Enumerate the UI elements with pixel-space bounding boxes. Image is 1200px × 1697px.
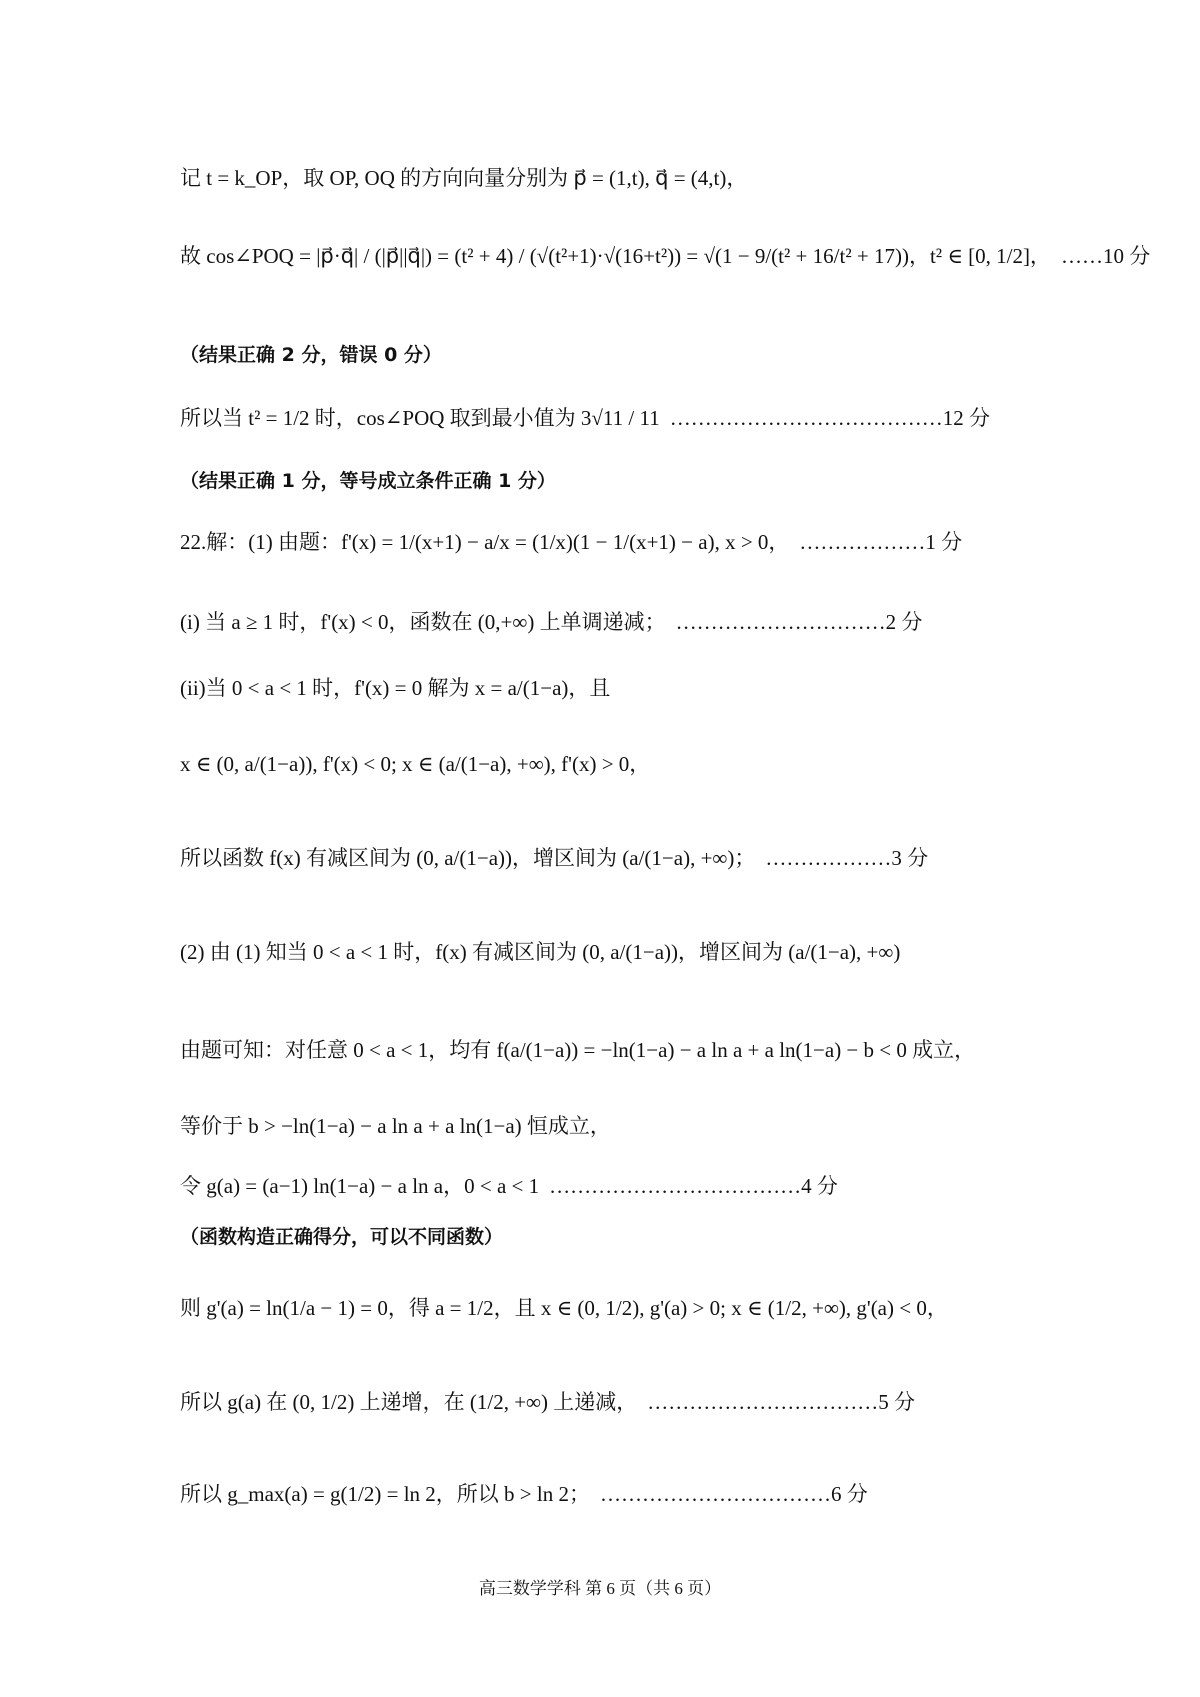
text-line-1 (180, 162, 747, 192)
text-line-11 (180, 936, 900, 966)
points-annotation: ………………………………4 分 (549, 1174, 838, 1198)
grading-note-3 (180, 1222, 503, 1249)
text-line-10 (180, 842, 928, 872)
line-text: （结果正确 2 分，错误 0 分） (180, 344, 442, 366)
points-annotation: ……………………………5 分 (647, 1390, 916, 1414)
text-line-4 (180, 402, 990, 432)
grading-note-1 (180, 340, 442, 367)
text-line-8 (180, 672, 610, 702)
points-annotation: ………………1 分 (799, 530, 963, 554)
line-text: （函数构造正确得分，可以不同函数） (180, 1226, 504, 1248)
line-text: 记 t = k_OP，取 OP, OQ 的方向向量分别为 p⃗ = (1,t), q⃗ = (4,t)， (180, 166, 748, 190)
page-footer: 高三数学学科 第 6 页（共 6 页） (478, 1579, 722, 1598)
grading-note-2 (180, 466, 556, 493)
text-line-14 (180, 1170, 838, 1200)
text-line-17 (180, 1386, 915, 1416)
line-text: (ii)当 0 < a < 1 时，f'(x) = 0 解为 x = a/(1−a)，且 (180, 676, 611, 700)
points-annotation: …………………………………12 分 (669, 406, 990, 430)
line-text: 则 g'(a) = ln(1/a − 1) = 0，得 a = 1/2，且 x ∈ (0, 1/2), g'(a) > 0; x ∈ (1/2, +∞), g'(a) < 0， (180, 1296, 948, 1320)
text-line-18 (180, 1478, 868, 1508)
text-line-12 (180, 1034, 975, 1064)
line-text: （结果正确 1 分，等号成立条件正确 1 分） (180, 470, 556, 492)
points-annotation: ……………………………6 分 (599, 1482, 868, 1506)
line-text: 所以函数 f(x) 有减区间为 (0, a/(1−a))，增区间为 (a/(1−a), +∞)； (180, 846, 756, 870)
line-text: 所以 g_max(a) = g(1/2) = ln 2，所以 b > ln 2； (180, 1482, 590, 1506)
points-annotation: …………………………2 分 (675, 610, 923, 634)
text-line-6 (180, 526, 962, 556)
line-text: 22.解：(1) 由题：f'(x) = 1/(x+1) − a/x = (1/x)(1 − 1/(x+1) − a), x > 0， (180, 530, 790, 554)
text-line-16 (180, 1292, 948, 1322)
line-text: (2) 由 (1) 知当 0 < a < 1 时，f(x) 有减区间为 (0, a/(1−a))，增区间为 (a/(1−a), +∞) (180, 940, 901, 964)
line-text: 令 g(a) = (a−1) ln(1−a) − a ln a，0 < a < 1 (180, 1174, 540, 1198)
line-text: (i) 当 a ≥ 1 时，f'(x) < 0，函数在 (0,+∞) 上单调递减； (180, 610, 666, 634)
line-text: 由题可知：对任意 0 < a < 1，均有 f(a/(1−a)) = −ln(1−a) − a ln a + a ln(1−a) − b < 0 成立， (180, 1038, 976, 1062)
line-text: 所以当 t² = 1/2 时，cos∠POQ 取到最小值为 3√11 / 11 (180, 406, 660, 430)
points-annotation: ………………3 分 (765, 846, 929, 870)
text-line-7 (180, 606, 922, 636)
line-text: x ∈ (0, a/(1−a)), f'(x) < 0; x ∈ (a/(1−a), +∞), f'(x) > 0， (180, 752, 651, 776)
text-line-13 (180, 1110, 611, 1140)
points-annotation: ……10 分 (1060, 244, 1151, 268)
text-line-9 (180, 748, 650, 778)
text-line-2 (180, 240, 1150, 270)
line-text: 等价于 b > −ln(1−a) − a ln a + a ln(1−a) 恒成立， (180, 1114, 611, 1138)
line-text: 故 cos∠POQ = |p⃗·q⃗| / (|p⃗||q⃗|) = (t² + 4) / (√(t²+1)·√(16+t²)) = √(1 − 9/(t² + 16/t² + 17))，t² ∈ [0, 1/2]， (180, 244, 1051, 268)
line-text: 所以 g(a) 在 (0, 1/2) 上递增，在 (1/2, +∞) 上递减， (180, 1390, 638, 1414)
